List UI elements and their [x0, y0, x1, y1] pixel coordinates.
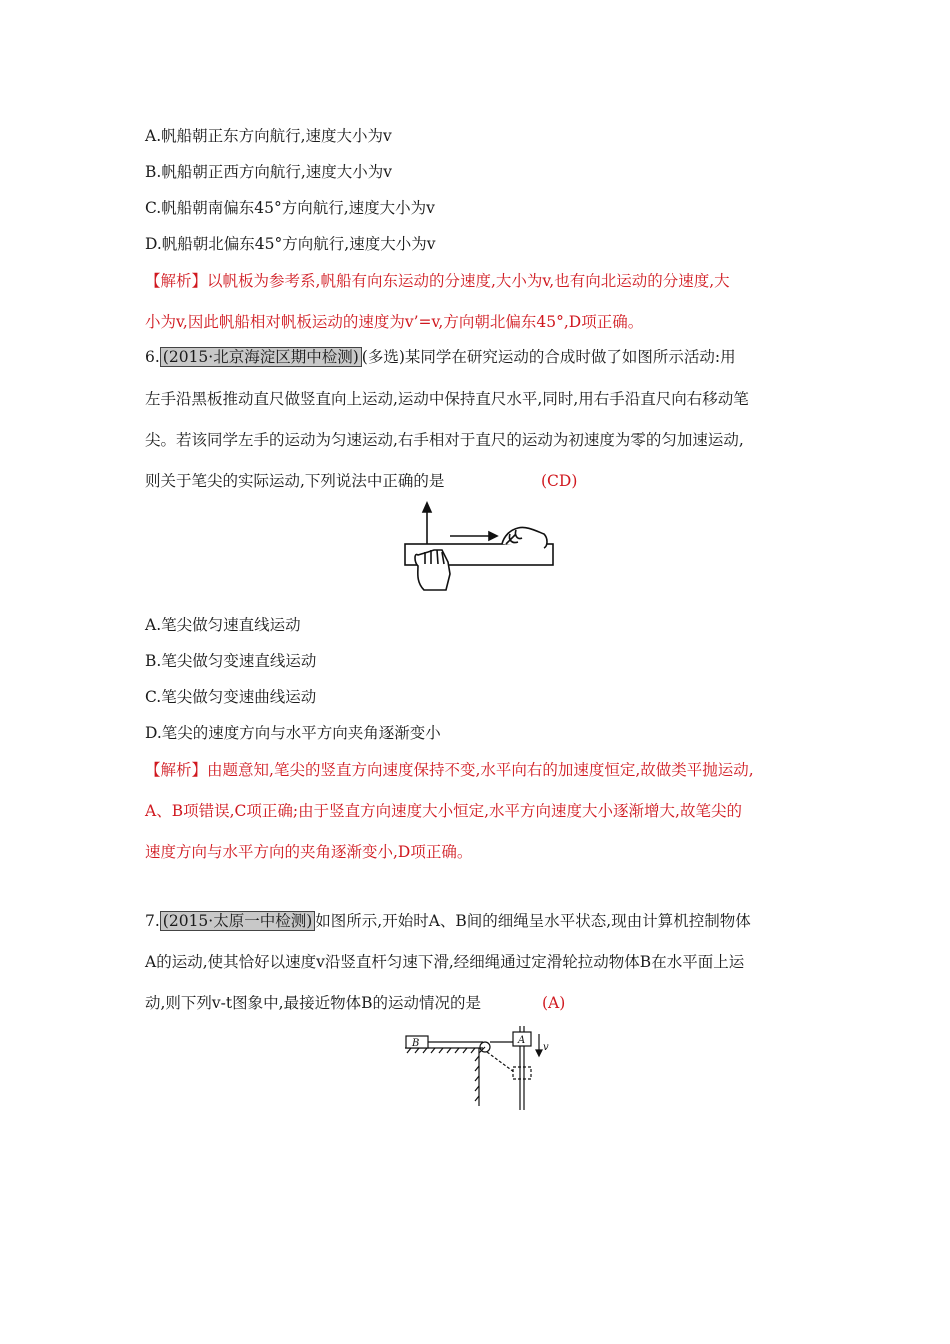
question-number: 6.: [145, 348, 160, 366]
horizontal-arrow-head: [489, 532, 497, 540]
ruler-hand-figure: [398, 500, 554, 600]
left-hand: [415, 550, 450, 590]
q7-answer: (A): [542, 994, 566, 1012]
q5-analysis-line-2: 小为v,因此帆船相对帆板运动的速度为v’=v,方向朝北偏东45°,D项正确。: [145, 313, 644, 331]
q5-option-b: B.帆船朝正西方向航行,速度大小为v: [145, 163, 393, 181]
q5-option-a: A.帆船朝正东方向航行,速度大小为v: [145, 127, 392, 145]
q6-option-d: D.笔尖的速度方向与水平方向夹角逐渐变小: [145, 724, 441, 742]
q6-analysis-line-3: 速度方向与水平方向的夹角逐渐变小,D项正确。: [145, 843, 473, 861]
stem-text: 如图所示,开始时A、B间的细绳呈水平状态,现由计算机控制物体: [315, 912, 751, 930]
q6-stem-line-2: 左手沿黑板推动直尺做竖直向上运动,运动中保持直尺水平,同时,用右手沿直尺向右移动笔: [145, 390, 749, 408]
source-tag: (2015·太原一中检测): [160, 911, 315, 931]
label-b: B: [412, 1038, 420, 1049]
vertical-arrow-head: [423, 503, 431, 512]
question-number: 7.: [145, 912, 160, 930]
q6-stem-line-4: 则关于笔尖的实际运动,下列说法中正确的是: [145, 472, 445, 490]
q6-analysis-line-1: [145, 759, 754, 781]
q7-stem-line-2: A的运动,使其恰好以速度v沿竖直杆匀速下滑,经细绳通过定滑轮拉动物体B在水平面上运: [145, 953, 745, 971]
q5-option-c: C.帆船朝南偏东45°方向航行,速度大小为v: [145, 199, 435, 217]
q6-option-a: A.笔尖做匀速直线运动: [145, 616, 301, 634]
rope-dashed: [487, 1052, 514, 1072]
analysis-tag: 【解析】: [145, 761, 208, 779]
q5-analysis-line-1: [145, 270, 730, 292]
q5-option-d: D.帆船朝北偏东45°方向航行,速度大小为v: [145, 235, 436, 253]
q6-stem-line-3: 尖。若该同学左手的运动为匀速运动,右手相对于直尺的运动为初速度为零的匀加速运动,: [145, 431, 744, 449]
q6-option-b: B.笔尖做匀变速直线运动: [145, 652, 317, 670]
pulley-figure: [403, 1026, 555, 1112]
stem-text: (多选)某同学在研究运动的合成时做了如图所示活动:用: [361, 348, 736, 366]
analysis-text: 由题意知,笔尖的竖直方向速度保持不变,水平向右的加速度恒定,故做类平抛运动,: [207, 761, 754, 779]
q6-analysis-line-2: A、B项错误,C项正确;由于竖直方向速度大小恒定,水平方向速度大小逐渐增大,故笔尖的: [145, 802, 742, 820]
q6-answer: (CD): [541, 472, 578, 490]
source-tag: (2015·北京海淀区期中检测): [160, 347, 362, 367]
q7-stem-line-1: [145, 910, 751, 932]
analysis-text: 以帆板为参考系,帆船有向东运动的分速度,大小为v,也有向北运动的分速度,大: [207, 272, 730, 290]
q7-stem-line-3: 动,则下列v-t图象中,最接近物体B的运动情况的是: [145, 994, 481, 1012]
velocity-arrow-head: [536, 1050, 542, 1056]
block-a-dashed: [513, 1067, 531, 1079]
label-a: A: [518, 1035, 526, 1046]
analysis-tag: 【解析】: [145, 272, 208, 290]
label-v: v: [543, 1042, 549, 1053]
q6-option-c: C.笔尖做匀变速曲线运动: [145, 688, 317, 706]
q6-stem-line-1: [145, 346, 736, 368]
